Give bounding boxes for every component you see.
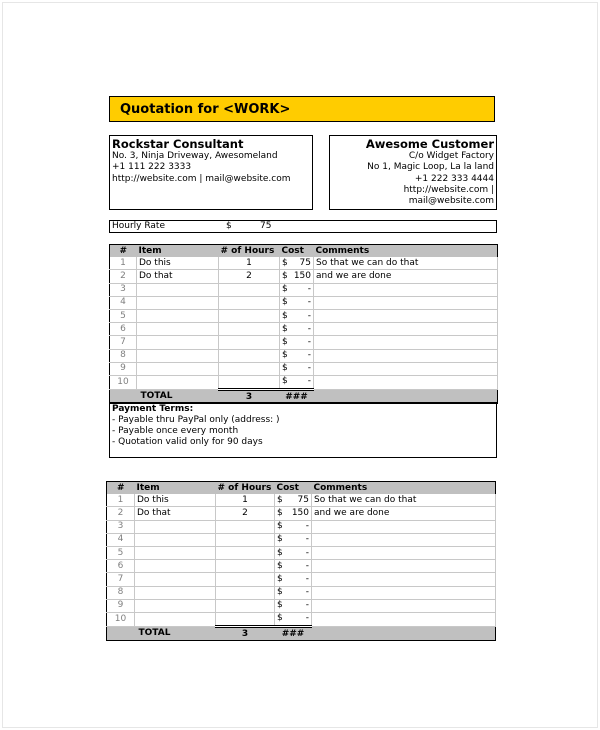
row-cost-value: - (307, 350, 311, 361)
row-cost-currency: $ (282, 363, 288, 374)
total-hours: 3 (219, 390, 280, 404)
row-number: 9 (110, 362, 137, 375)
header-hours: # of Hours (216, 482, 275, 495)
row-hours: 1 (219, 257, 280, 270)
row-hours (219, 336, 280, 349)
table-row (107, 612, 496, 626)
row-cost-value: - (307, 323, 311, 334)
row-cost-value: 150 (291, 507, 309, 518)
table-row (110, 323, 498, 336)
hourly-rate-value: 75 (260, 221, 272, 231)
row-cost (275, 546, 312, 559)
row-cost-currency: $ (277, 600, 283, 611)
row-comment (314, 362, 498, 375)
row-hours (216, 586, 275, 599)
items-table-1 (109, 244, 498, 404)
row-hours (219, 309, 280, 322)
row-number: 2 (107, 507, 135, 520)
table-row (110, 296, 498, 309)
row-item (137, 349, 219, 362)
row-number: 8 (107, 586, 135, 599)
row-comment (312, 573, 496, 586)
row-hours (216, 533, 275, 546)
row-hours (219, 362, 280, 375)
row-cost-value: - (305, 573, 309, 584)
row-item (135, 546, 216, 559)
header-item: Item (135, 482, 216, 495)
row-cost-value: - (305, 560, 309, 571)
total-cost: ### (275, 627, 312, 641)
header-cost: Cost (280, 245, 314, 258)
row-item (137, 309, 219, 322)
consultant-address: No. 3, Ninja Driveway, Awesomeland (112, 151, 278, 161)
row-cost-value: - (307, 363, 311, 374)
header-hours: # of Hours (219, 245, 280, 258)
row-cost-currency: $ (277, 521, 283, 532)
customer-company: C/o Widget Factory (408, 151, 494, 161)
customer-web: http://website.com | (403, 184, 494, 195)
row-cost-value: - (307, 336, 311, 347)
row-cost-value: - (307, 284, 311, 295)
table-row (107, 560, 496, 573)
row-cost (275, 533, 312, 546)
row-cost-currency: $ (277, 507, 283, 518)
table-row (107, 573, 496, 586)
table-row (107, 599, 496, 612)
row-comment: So that we can do that (314, 257, 498, 270)
row-cost-value: 75 (297, 494, 309, 505)
row-hours (219, 283, 280, 296)
row-cost (280, 283, 314, 296)
row-item: Do that (137, 270, 219, 283)
table-row (110, 257, 498, 270)
row-cost-currency: $ (282, 323, 288, 334)
row-item (137, 362, 219, 375)
row-cost-currency: $ (282, 270, 288, 281)
table-row (110, 309, 498, 322)
row-hours: 1 (216, 494, 275, 507)
row-hours (216, 599, 275, 612)
table-header-row (110, 245, 498, 258)
row-number: 3 (110, 283, 137, 296)
row-cost (275, 586, 312, 599)
row-cost-value: - (305, 534, 309, 545)
row-cost-currency: $ (277, 573, 283, 584)
total-row (107, 627, 496, 641)
row-comment (312, 612, 496, 626)
row-cost-currency: $ (282, 350, 288, 361)
payment-term-line: - Quotation valid only for 90 days (112, 437, 263, 447)
row-cost-currency: $ (277, 560, 283, 571)
row-number: 5 (110, 309, 137, 322)
row-number: 6 (110, 323, 137, 336)
table-row (107, 520, 496, 533)
row-item: Do this (137, 257, 219, 270)
row-number: 2 (110, 270, 137, 283)
row-cost (280, 257, 314, 270)
row-cost (275, 612, 312, 626)
row-cost (275, 520, 312, 533)
row-hours: 2 (216, 507, 275, 520)
payment-term-line: - Payable thru PayPal only (address: ) (112, 415, 280, 425)
row-number: 1 (110, 257, 137, 270)
customer-email: mail@website.com (408, 196, 494, 207)
row-cost-currency: $ (282, 336, 288, 347)
row-number: 7 (107, 573, 135, 586)
row-cost (280, 362, 314, 375)
table-row (107, 494, 496, 507)
header-num: # (107, 482, 135, 495)
table-header-row (107, 482, 496, 495)
payment-terms (109, 402, 497, 458)
row-hours (216, 612, 275, 626)
row-cost-value: 75 (299, 257, 311, 268)
table-row (110, 336, 498, 349)
row-cost-value: - (305, 600, 309, 611)
table-row (110, 362, 498, 375)
row-cost-value: - (305, 587, 309, 598)
row-comment (314, 375, 498, 389)
total-label: TOTAL (135, 627, 216, 641)
row-comment (314, 283, 498, 296)
row-cost-currency: $ (277, 534, 283, 545)
row-number: 6 (107, 560, 135, 573)
row-cost-currency: $ (282, 297, 288, 308)
row-cost-currency: $ (282, 310, 288, 321)
row-cost (280, 296, 314, 309)
header-item: Item (137, 245, 219, 258)
row-hours (216, 560, 275, 573)
consultant-info (109, 135, 313, 210)
row-item (135, 560, 216, 573)
table-row (110, 375, 498, 389)
row-comment (312, 599, 496, 612)
payment-terms-title: Payment Terms: (112, 404, 194, 414)
table-row (110, 349, 498, 362)
row-hours: 2 (219, 270, 280, 283)
table-row (110, 270, 498, 283)
table-row (107, 586, 496, 599)
row-item (135, 586, 216, 599)
row-comment (312, 560, 496, 573)
total-comment-spacer (312, 627, 496, 641)
row-comment (312, 546, 496, 559)
customer-info (329, 135, 497, 210)
row-number: 10 (110, 375, 137, 389)
row-comment: So that we can do that (312, 494, 496, 507)
row-number: 4 (110, 296, 137, 309)
row-number: 4 (107, 533, 135, 546)
table-row (107, 507, 496, 520)
row-hours (216, 520, 275, 533)
row-hours (219, 296, 280, 309)
consultant-phone: +1 111 222 3333 (112, 162, 192, 173)
consultant-name: Rockstar Consultant (112, 137, 244, 151)
row-comment (314, 296, 498, 309)
payment-term-line: - Payable once every month (112, 426, 239, 436)
row-item: Do this (135, 494, 216, 507)
row-cost-currency: $ (282, 284, 288, 295)
row-comment (314, 309, 498, 322)
row-cost-value: - (305, 613, 309, 624)
row-cost-value: - (307, 297, 311, 308)
row-item (135, 573, 216, 586)
row-hours (219, 349, 280, 362)
customer-phone: +1 222 333 4444 (414, 173, 494, 184)
row-cost (275, 494, 312, 507)
total-cost: ### (280, 390, 314, 404)
row-cost (280, 375, 314, 389)
row-comment (314, 323, 498, 336)
customer-address: No 1, Magic Loop, La la land (367, 162, 494, 173)
row-cost (280, 309, 314, 322)
hourly-rate-label: Hourly Rate (112, 221, 166, 231)
row-item (137, 323, 219, 336)
row-item: Do that (135, 507, 216, 520)
row-number: 10 (107, 612, 135, 626)
consultant-web: http://website.com | mail@website.com (112, 173, 291, 184)
row-cost (280, 336, 314, 349)
row-comment (312, 586, 496, 599)
row-cost-value: - (307, 310, 311, 321)
row-comment (312, 520, 496, 533)
row-comment (314, 349, 498, 362)
row-cost (280, 270, 314, 283)
row-cost (280, 349, 314, 362)
row-cost-currency: $ (277, 587, 283, 598)
row-comment (314, 336, 498, 349)
total-spacer (107, 627, 135, 641)
row-item (135, 533, 216, 546)
row-cost (275, 560, 312, 573)
row-cost (280, 323, 314, 336)
row-number: 1 (107, 494, 135, 507)
row-number: 7 (110, 336, 137, 349)
row-item (135, 612, 216, 626)
row-number: 8 (110, 349, 137, 362)
row-cost-value: - (305, 521, 309, 532)
row-cost (275, 573, 312, 586)
row-cost (275, 599, 312, 612)
row-comment (312, 533, 496, 546)
row-item (137, 296, 219, 309)
row-number: 5 (107, 546, 135, 559)
row-cost-value: - (305, 547, 309, 558)
row-comment: and we are done (314, 270, 498, 283)
row-hours (219, 323, 280, 336)
header-num: # (110, 245, 137, 258)
total-hours: 3 (216, 627, 275, 641)
customer-name: Awesome Customer (365, 137, 494, 151)
total-label: TOTAL (137, 390, 219, 404)
row-cost-currency: $ (277, 494, 283, 505)
row-hours (219, 375, 280, 389)
hourly-rate-row (109, 220, 497, 233)
row-cost-value: - (307, 376, 311, 387)
table-row (110, 283, 498, 296)
row-comment: and we are done (312, 507, 496, 520)
items-table-2 (106, 481, 496, 641)
header-comments: Comments (314, 245, 498, 258)
row-cost-currency: $ (282, 257, 288, 268)
row-item (137, 283, 219, 296)
row-item (137, 375, 219, 389)
row-number: 9 (107, 599, 135, 612)
row-cost (275, 507, 312, 520)
table-row (107, 533, 496, 546)
row-cost-value: 150 (293, 270, 311, 281)
row-number: 3 (107, 520, 135, 533)
row-item (137, 336, 219, 349)
quotation-title: Quotation for <WORK> (109, 96, 495, 122)
row-cost-currency: $ (277, 613, 283, 624)
row-cost-currency: $ (277, 547, 283, 558)
row-cost-currency: $ (282, 376, 288, 387)
table-row (107, 546, 496, 559)
header-comments: Comments (312, 482, 496, 495)
hourly-rate-currency: $ (226, 221, 232, 231)
row-hours (216, 546, 275, 559)
row-item (135, 520, 216, 533)
header-cost: Cost (275, 482, 312, 495)
row-hours (216, 573, 275, 586)
row-item (135, 599, 216, 612)
